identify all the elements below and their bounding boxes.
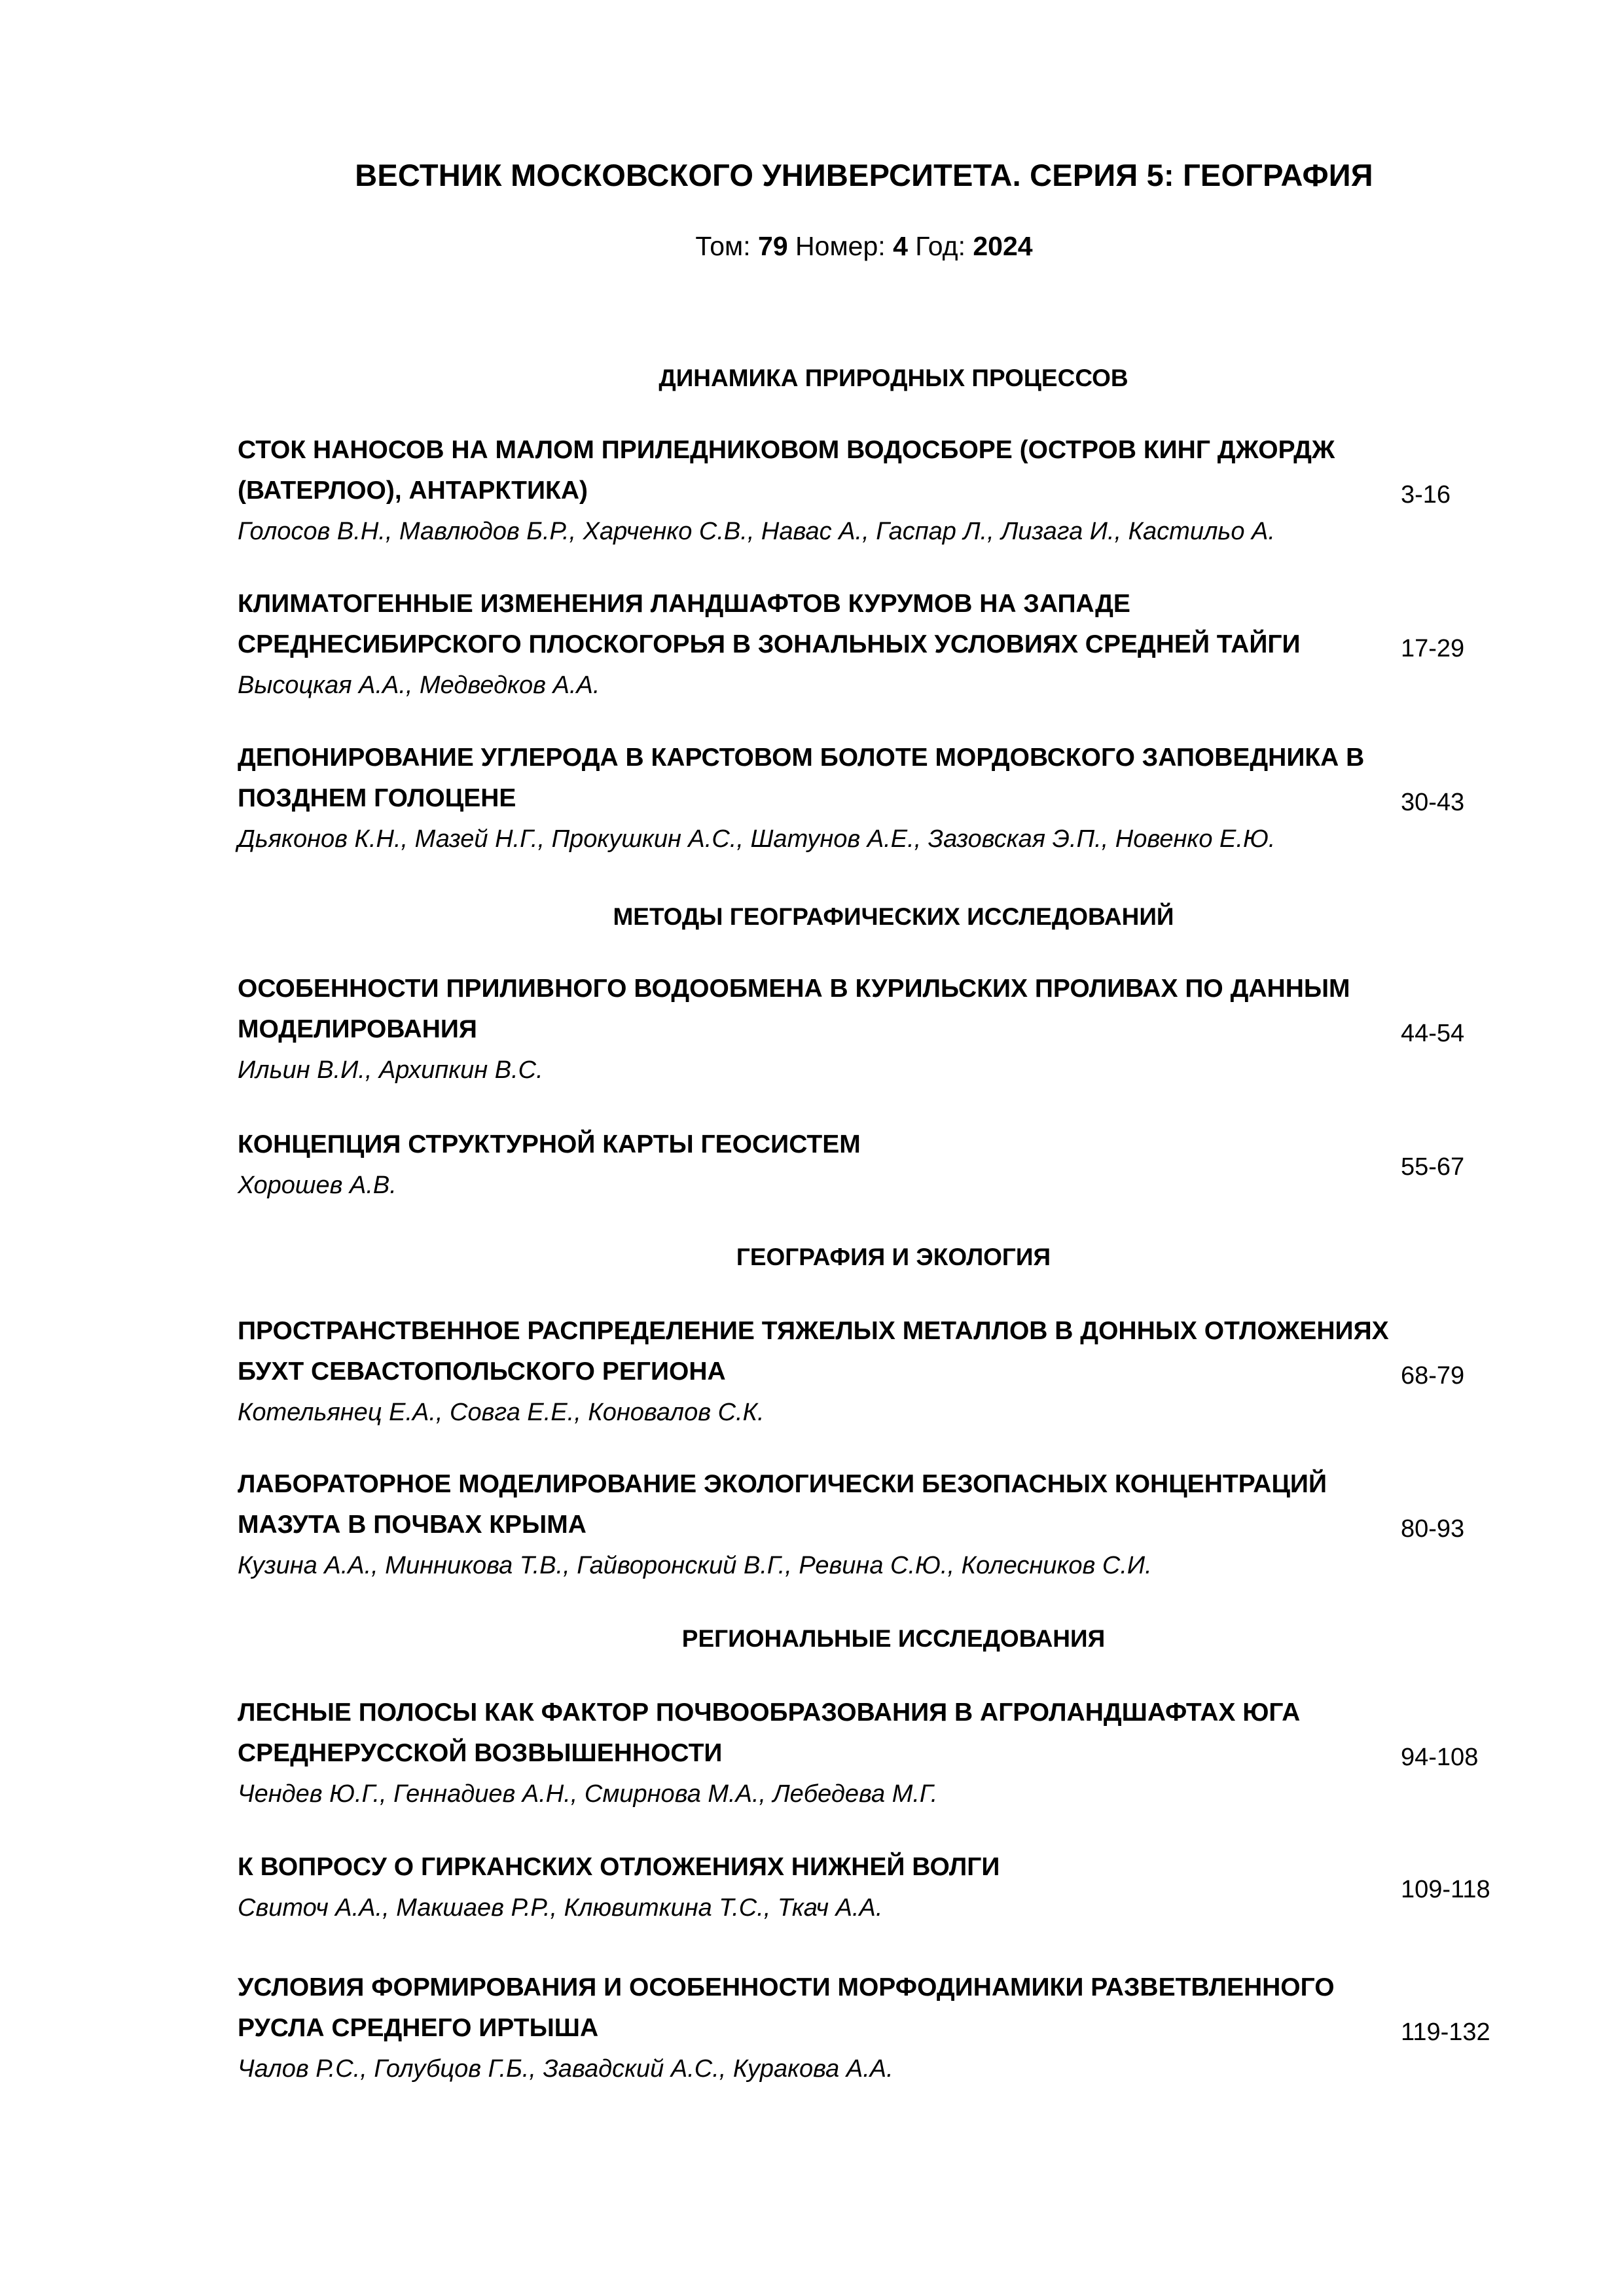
article-pages: 55-67: [1401, 1153, 1465, 1181]
article-entry[interactable]: [238, 1464, 1403, 1586]
article-pages: 68-79: [1401, 1362, 1465, 1390]
article-title[interactable]: СТОК НАНОСОВ НА МАЛОМ ПРИЛЕДНИКОВОМ ВОДОСБОРЕ (ОСТРОВ КИНГ ДЖОРДЖ (ВАТЕРЛОО), АНТАРКТИКА): [238, 436, 1335, 505]
article-pages: 3-16: [1401, 481, 1451, 509]
article-entry[interactable]: [238, 584, 1403, 706]
article-authors: Чендев Ю.Г., Геннадиев А.Н., Смирнова М.А., Лебедева М.Г.: [238, 1780, 938, 1808]
volume-label: Том:: [695, 231, 751, 261]
article-entry[interactable]: [238, 1124, 1403, 1206]
article-authors: Хорошев А.В.: [238, 1172, 397, 1199]
article-title[interactable]: КЛИМАТОГЕННЫЕ ИЗМЕНЕНИЯ ЛАНДШАФТОВ КУРУМОВ НА ЗАПАДЕ СРЕДНЕСИБИРСКОГО ПЛОСКОГОРЬЯ В ЗОНАЛЬНЫХ УСЛОВИЯХ СРЕДНЕЙ ТАЙГИ: [238, 590, 1301, 658]
article-authors: Голосов В.Н., Мавлюдов Б.Р., Харченко С.В., Навас А., Гаспар Л., Лизага И., Кастильо А.: [238, 518, 1275, 545]
article-entry[interactable]: [238, 430, 1403, 552]
article-pages: 119-132: [1401, 2018, 1490, 2046]
section-heading: ГЕОГРАФИЯ И ЭКОЛОГИЯ: [736, 1244, 1051, 1270]
article-authors: Кузина А.А., Минникова Т.В., Гайворонский В.Г., Ревина С.Ю., Колесников С.И.: [238, 1552, 1152, 1579]
article-title[interactable]: ОСОБЕННОСТИ ПРИЛИВНОГО ВОДООБМЕНА В КУРИЛЬСКИХ ПРОЛИВАХ ПО ДАННЫМ МОДЕЛИРОВАНИЯ: [238, 975, 1350, 1043]
article-authors: Дьяконов К.Н., Мазей Н.Г., Прокушкин А.С., Шатунов А.Е., Зазовская Э.П., Новенко Е.Ю.: [238, 825, 1276, 853]
article-title[interactable]: К ВОПРОСУ О ГИРКАНСКИХ ОТЛОЖЕНИЯХ НИЖНЕЙ ВОЛГИ: [238, 1853, 1000, 1881]
year-value: 2024: [973, 231, 1033, 261]
journal-title: ВЕСТНИК МОСКОВСКОГО УНИВЕРСИТЕТА. СЕРИЯ 5: ГЕОГРАФИЯ: [355, 158, 1373, 192]
article-authors: Ильин В.И., Архипкин В.С.: [238, 1056, 543, 1084]
article-entry[interactable]: [238, 1693, 1403, 1814]
number-value: 4: [893, 231, 908, 261]
article-pages: 80-93: [1401, 1515, 1465, 1543]
article-entry[interactable]: [238, 1967, 1403, 2089]
article-pages: 109-118: [1401, 1876, 1490, 1903]
article-authors: Чалов Р.С., Голубцов Г.Б., Завадский А.С., Куракова А.А.: [238, 2055, 893, 2083]
article-pages: 44-54: [1401, 1020, 1465, 1047]
article-title[interactable]: ЛАБОРАТОРНОЕ МОДЕЛИРОВАНИЕ ЭКОЛОГИЧЕСКИ БЕЗОПАСНЫХ КОНЦЕНТРАЦИЙ МАЗУТА В ПОЧВАХ КРЫМА: [238, 1470, 1327, 1539]
article-title[interactable]: ЛЕСНЫЕ ПОЛОСЫ КАК ФАКТОР ПОЧВООБРАЗОВАНИЯ В АГРОЛАНДШАФТАХ ЮГА СРЕДНЕРУССКОЙ ВОЗВЫШЕННОСТИ: [238, 1698, 1301, 1767]
article-entry[interactable]: [238, 1847, 1403, 1928]
article-pages: 94-108: [1401, 1744, 1479, 1771]
volume-value: 79: [758, 231, 788, 261]
article-pages: 30-43: [1401, 789, 1465, 816]
section-heading: МЕТОДЫ ГЕОГРАФИЧЕСКИХ ИССЛЕДОВАНИЙ: [613, 903, 1174, 930]
section-heading: ДИНАМИКА ПРИРОДНЫХ ПРОЦЕССОВ: [659, 365, 1128, 391]
article-authors: Котельянец Е.А., Совга Е.Е., Коновалов С.К.: [238, 1399, 765, 1426]
year-label: Год:: [915, 231, 965, 261]
number-label: Номер:: [795, 231, 886, 261]
article-authors: Свиточ А.А., Макшаев Р.Р., Клювиткина Т.С., Ткач А.А.: [238, 1894, 883, 1922]
article-title[interactable]: ДЕПОНИРОВАНИЕ УГЛЕРОДА В КАРСТОВОМ БОЛОТЕ МОРДОВСКОГО ЗАПОВЕДНИКА В ПОЗДНЕМ ГОЛОЦЕНЕ: [238, 744, 1365, 812]
article-entry[interactable]: [238, 969, 1403, 1090]
article-title[interactable]: ПРОСТРАНСТВЕННОЕ РАСПРЕДЕЛЕНИЕ ТЯЖЕЛЫХ МЕТАЛЛОВ В ДОННЫХ ОТЛОЖЕНИЯХ БУХТ СЕВАСТОПОЛЬСКОГО РЕГИОНА: [238, 1317, 1389, 1386]
article-authors: Высоцкая А.А., Медведков А.А.: [238, 672, 600, 699]
issue-info: [0, 231, 1624, 262]
article-entry[interactable]: [238, 738, 1403, 859]
article-title[interactable]: КОНЦЕПЦИЯ СТРУКТУРНОЙ КАРТЫ ГЕОСИСТЕМ: [238, 1130, 861, 1158]
article-title[interactable]: УСЛОВИЯ ФОРМИРОВАНИЯ И ОСОБЕННОСТИ МОРФОДИНАМИКИ РАЗВЕТВЛЕННОГО РУСЛА СРЕДНЕГО ИРТЫША: [238, 1973, 1335, 2042]
article-pages: 17-29: [1401, 635, 1465, 662]
section-heading: РЕГИОНАЛЬНЫЕ ИССЛЕДОВАНИЯ: [681, 1625, 1106, 1652]
article-entry[interactable]: [238, 1311, 1403, 1433]
